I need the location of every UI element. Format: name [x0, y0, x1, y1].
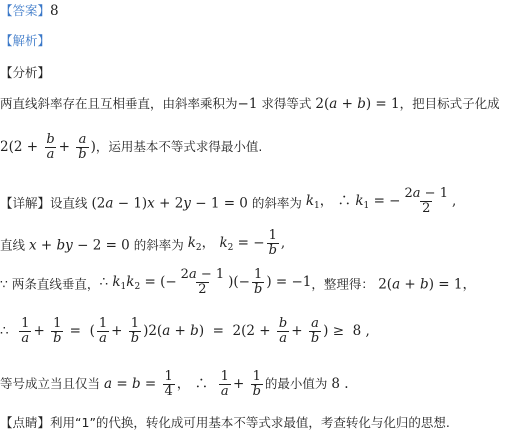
- slope-product: ∴ $k_1k_2$ = (− $\frac{2a - 1}{2}$ )(− $\frac{1}{b}$ ) = −1: [99, 267, 312, 297]
- xiangjie-line-3: ∵ 两条直线垂直，∴ $k_1k_2$ = (− $\frac{2a - 1}{2}$ )(− $\frac{1}{b}$ ) = −1，整理得： 2(a + b) = 1，: [0, 267, 476, 297]
- equality-condition: a = b = $\frac{1}{4}$ ， ∴ $\frac{1}{a}$ + $\frac{1}{b}$: [103, 369, 261, 399]
- analysis-heading: [0, 32, 50, 51]
- xiangjie-tag: 【详解】: [0, 195, 51, 211]
- xiangjie-line-4: [0, 313, 370, 350]
- answer-tag: 【答案】: [0, 3, 51, 18]
- xiangjie-line-1: 【详解】设直线 (2a − 1)x + 2y − 1 = 0 的斜率为 $k_1$， ∴ $k_1$ = − $\frac{2a - 1}{2}$ ,: [0, 186, 457, 216]
- analysis-tag: 【解析】: [0, 33, 51, 48]
- answer-value: 8: [50, 3, 59, 19]
- fenxi-line-1: 两直线斜率存在且互相垂直，由斜率乘积为−1 求得等式 2(a + b) = 1，把目标式子化成: [0, 96, 500, 112]
- equation-2ab: 2(a + b) = 1: [315, 96, 400, 112]
- line2-equation: x + by − 2 = 0: [28, 237, 130, 254]
- fenxi-heading: [0, 64, 50, 83]
- dianjing-tag: 【点睛】: [0, 415, 51, 430]
- inequality-chain: ∴ $\frac{1}{a}$ + $\frac{1}{b}$ = ( $\frac{1}{a}$ + $\frac{1}{b}$ )2(a + b) = 2(2 + $\frac{b}{a}$ + $\frac{a}{b}$ ) ≥ 8 ,: [0, 316, 370, 346]
- dianjing-text: 利用“1”的代换，转化成可用基本不等式求最值，考查转化与化归的思想.: [50, 415, 450, 430]
- target-expression: 2(2 + $\frac{b}{a}$ + $\frac{a}{b}$ ): [0, 132, 96, 162]
- dianjing-line: [0, 414, 450, 433]
- fenxi-tag: 【分析】: [0, 65, 51, 80]
- fenxi-line-2: 2(2 + $\frac{b}{a}$ + $\frac{a}{b}$ )，运用基本不等式求得最小值.: [0, 132, 263, 162]
- answer-line: [0, 2, 59, 21]
- xiangjie-line-5: 等号成立当且仅当 a = b = $\frac{1}{4}$ ， ∴ $\frac{1}{a}$ + $\frac{1}{b}$ 的最小值为 8 .: [0, 369, 349, 399]
- xiangjie-line-2: 直线 x + by − 2 = 0 的斜率为 $k_2$， $k_2$ = − $\frac{1}{b}$ ,: [0, 228, 286, 258]
- line1-equation: (2a − 1)x + 2y − 1 = 0: [91, 195, 248, 212]
